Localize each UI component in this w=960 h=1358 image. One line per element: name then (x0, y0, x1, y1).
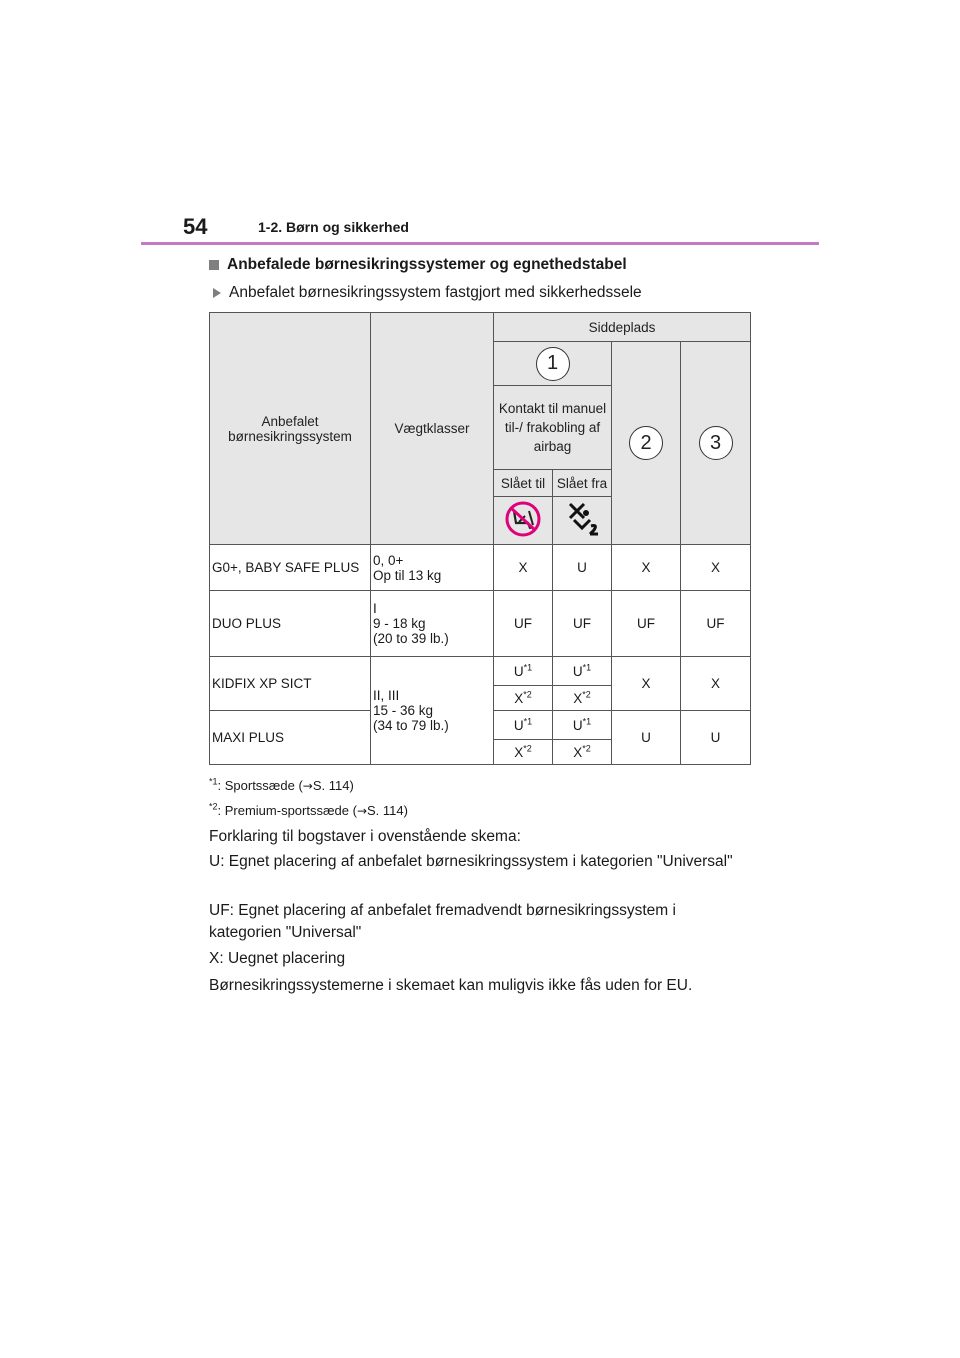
passenger-airbag-off-icon (560, 500, 604, 538)
value-airbag-on: $U^{*1}$ (494, 657, 553, 686)
header-system: Anbefalet børnesikringssystem (210, 313, 371, 545)
value-seat-3: U (681, 711, 751, 765)
sub-heading-text: Anbefalet børnesikringssystem fastgjort med sikkerhedssele (229, 284, 642, 301)
weight-range-lb: (20 to 39 lb.) (373, 631, 449, 646)
header-seat-position: Siddeplads (494, 313, 751, 342)
legend-x: X: Uegnet placering (209, 950, 346, 967)
weight-class (371, 591, 494, 657)
system-name: MAXI PLUS (210, 711, 371, 765)
weight-group: II, III (373, 688, 400, 703)
legend-u: U: Egnet placering af anbefalet børnesikringssystem i kategorien "Universal" (209, 853, 733, 870)
value-airbag-on: UF (494, 591, 553, 657)
weight-group: I (373, 601, 377, 616)
weight-range: 15 - 36 kg (373, 703, 434, 718)
seat-1-cell (494, 342, 612, 386)
value-airbag-off: $X^{*2}$ (553, 686, 612, 711)
weight-class (371, 657, 494, 765)
system-name: DUO PLUS (210, 591, 371, 657)
seat-2-number: 2 (629, 426, 663, 460)
switch-on-label: Slået til (494, 470, 553, 497)
value-airbag-off: $X^{*2}$ (553, 740, 612, 765)
value-seat-2: UF (612, 591, 681, 657)
table-row (210, 545, 751, 591)
table-row (210, 591, 751, 657)
header-weight: Vægtklasser (371, 313, 494, 545)
weight-group: 0, 0+ (373, 552, 404, 568)
seat-2-cell (612, 342, 681, 545)
seat-3-number: 3 (699, 426, 733, 460)
value-seat-3: UF (681, 591, 751, 657)
airbag-switch-label: Kontakt til manuel til-/ frakobling af airbag (494, 386, 612, 470)
system-name: G0+, BABY SAFE PLUS (210, 545, 371, 591)
switch-off-label: Slået fra (553, 470, 612, 497)
weight-range: Op til 13 kg (373, 567, 442, 583)
weight-range: 9 - 18 kg (373, 616, 426, 631)
value-seat-2: U (612, 711, 681, 765)
square-bullet-icon (209, 260, 219, 270)
value-seat-3: X (681, 545, 751, 591)
arrow-icon: → (356, 804, 367, 818)
value-airbag-off: UF (553, 591, 612, 657)
value-seat-3: X (681, 657, 751, 711)
value-airbag-on: $X^{*2}$ (494, 740, 553, 765)
airbag-off-icon-cell (553, 497, 612, 545)
sub-heading (213, 284, 642, 302)
weight-range-lb: (34 to 79 lb.) (373, 718, 449, 733)
rear-facing-child-seat-prohibited-icon (503, 501, 543, 537)
value-airbag-on: $U^{*1}$ (494, 711, 553, 740)
seat-1-number: 1 (536, 347, 570, 381)
suitability-table (209, 312, 751, 765)
triangle-bullet-icon (213, 288, 221, 298)
system-name: KIDFIX XP SICT (210, 657, 371, 711)
value-airbag-off: U (553, 545, 612, 591)
header-divider (141, 242, 819, 245)
footnote-1: $^{*1}$: Sportssæde (→S. 114) (209, 776, 354, 793)
section-heading-text: Anbefalede børnesikringssystemer og egnethedstabel (227, 256, 627, 273)
legend-uf: UF: Egnet placering af anbefalet fremadvendt børnesikringssystem i kategorien "Universal" (209, 902, 676, 941)
availability-note: Børnesikringssystemerne i skemaet kan muligvis ikke fås uden for EU. (209, 977, 693, 994)
value-airbag-off: $U^{*1}$ (553, 657, 612, 686)
arrow-icon: → (302, 779, 313, 793)
table-row (210, 657, 751, 686)
page-number: 54 (183, 214, 208, 239)
legend-intro: Forklaring til bogstaver i ovenstående skema: (209, 828, 521, 845)
weight-class (371, 545, 494, 591)
footnote-2: $^{*2}$: Premium-sportssæde (→S. 114) (209, 801, 408, 818)
chapter-title: 1-2. Børn og sikkerhed (258, 219, 409, 235)
airbag-on-icon-cell (494, 497, 553, 545)
value-seat-2: X (612, 545, 681, 591)
section-heading (209, 256, 627, 274)
value-airbag-on: X (494, 545, 553, 591)
value-airbag-off: $U^{*1}$ (553, 711, 612, 740)
value-seat-2: X (612, 657, 681, 711)
value-airbag-on: $X^{*2}$ (494, 686, 553, 711)
seat-3-cell (681, 342, 751, 545)
